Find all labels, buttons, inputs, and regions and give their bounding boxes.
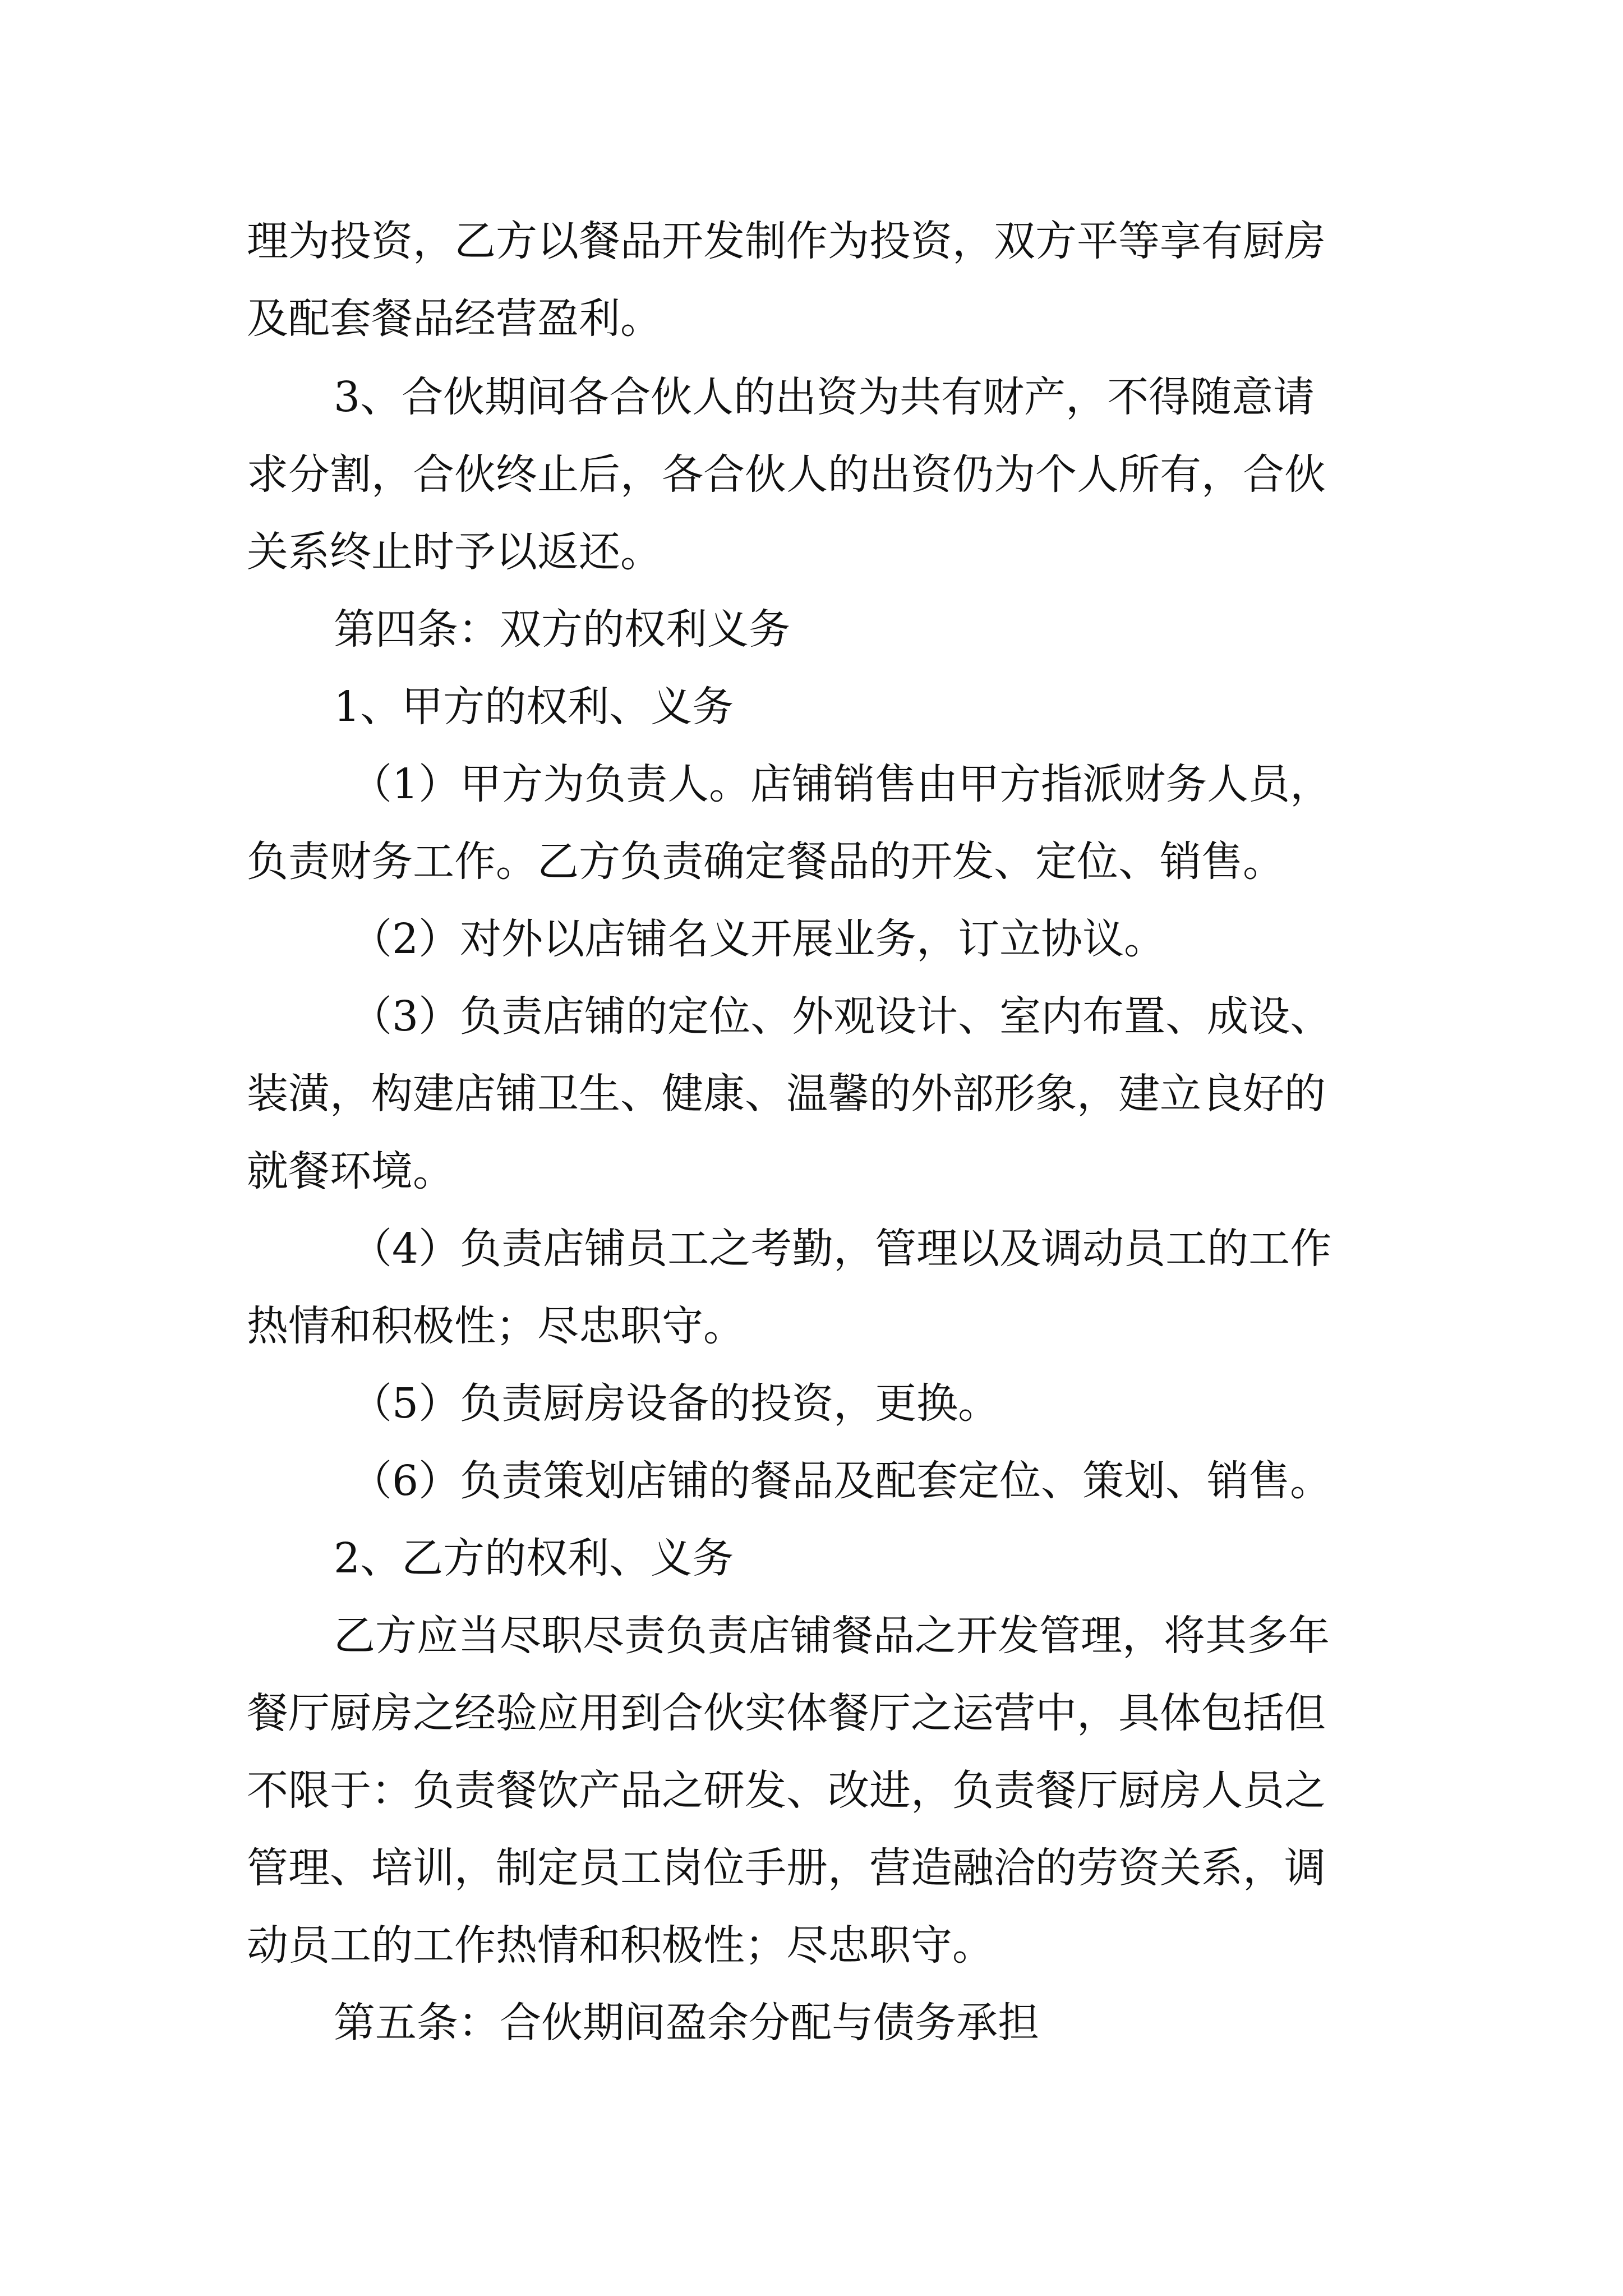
text-line: （2）对外以店铺名义开展业务，订立协议。 (351, 915, 1166, 963)
article-heading: 第五条：合伙期间盈余分配与债务承担 (334, 1999, 1039, 2047)
text-line: （4）负责店铺员工之考勤，管理以及调动员工的工作 (351, 1225, 1332, 1273)
text-line: （5）负责厨房设备的投资，更换。 (351, 1379, 1000, 1428)
text-line: 动员工的工作热情和积极性；尽忠职守。 (247, 1921, 994, 1970)
text-line: 乙方应当尽职尽责负责店铺餐品之开发管理，将其多年 (334, 1612, 1330, 1660)
text-line: （6）负责策划店铺的餐品及配套定位、策划、销售。 (351, 1457, 1332, 1505)
text-line: 管理、培训，制定员工岗位手册，营造融洽的劳资关系，调 (247, 1844, 1326, 1892)
text-line: 装潢，构建店铺卫生、健康、温馨的外部形象，建立良好的 (247, 1070, 1326, 1118)
text-line: 关系终止时予以返还。 (247, 528, 662, 576)
section-heading: 1、甲方的权利、义务 (334, 683, 734, 731)
section-heading: 2、乙方的权利、义务 (334, 1534, 734, 1582)
text-line: 负责财务工作。乙方负责确定餐品的开发、定位、销售。 (247, 838, 1284, 886)
text-line: （3）负责店铺的定位、外观设计、室内布置、成设、 (351, 992, 1332, 1041)
text-line: 及配套餐品经营盈利。 (247, 295, 662, 343)
text-line: （1）甲方为负责人。店铺销售由甲方指派财务人员， (351, 760, 1332, 808)
article-heading: 第四条：双方的权利义务 (334, 605, 790, 654)
text-line: 餐厅厨房之经验应用到合伙实体餐厅之运营中，具体包括但 (247, 1689, 1326, 1737)
text-line: 理为投资，乙方以餐品开发制作为投资，双方平等享有厨房 (247, 217, 1326, 265)
text-line: 不限于：负责餐饮产品之研发、改进，负责餐厅厨房人员之 (247, 1766, 1326, 1815)
text-line: 求分割，合伙终止后，各合伙人的出资仍为个人所有，合伙 (247, 450, 1326, 499)
text-line: 3、合伙期间各合伙人的出资为共有财产，不得随意请 (334, 373, 1315, 421)
text-line: 就餐环境。 (247, 1147, 454, 1195)
text-line: 热情和积极性；尽忠职守。 (247, 1302, 745, 1350)
